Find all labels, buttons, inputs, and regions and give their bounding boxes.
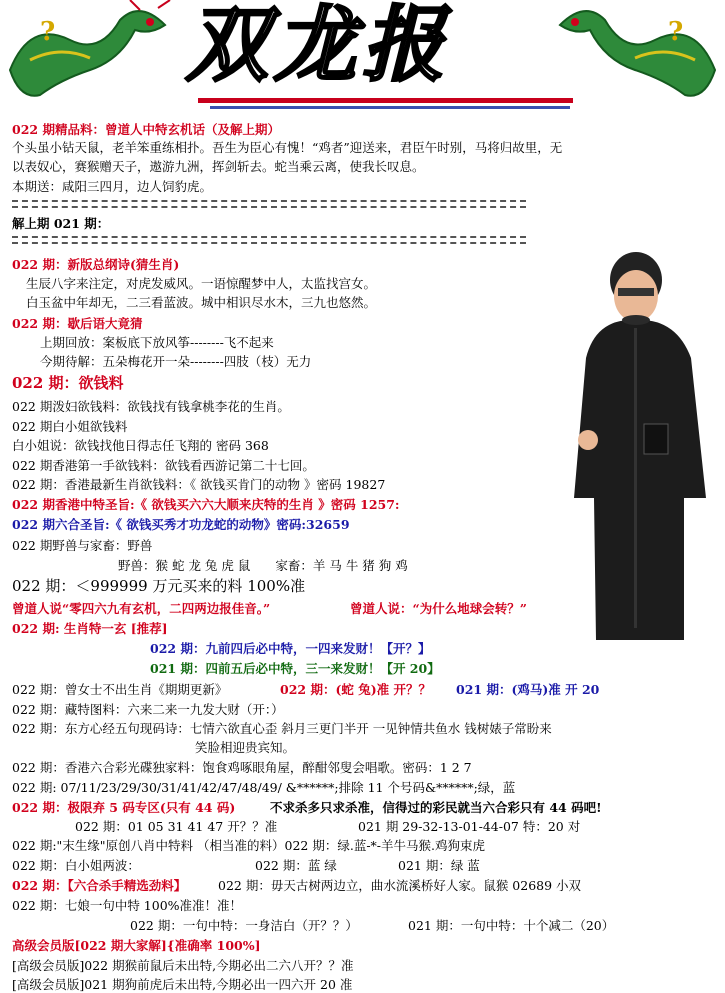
text-line: 022 期: 07/11/23/29/30/31/41/42/47/48/49/ &******;排除 11 个号码&******;绿，蓝 [12, 780, 516, 795]
saying-a: 曾道人说“零四六九有玄机，二四两边报佳音。” [12, 601, 271, 616]
poem-line: 白玉盆中年却无，二三看蓝波。城中相识尽水木，三九也悠然。 [26, 295, 377, 310]
left-dragon-icon [0, 0, 180, 110]
text-line: 022 期：白小姐两波： [12, 858, 140, 873]
text-line: 022 期：毋天古树两边立，曲水流溪桥好人家。鼠猴 02689 小双 [218, 878, 582, 893]
riddle-line: 上期回放：案板底下放风筝--------飞不起来 [40, 335, 274, 350]
divider [12, 200, 526, 208]
text-line: 022 期：东方心经五句现码诗：七情六欲直心歪 斜月三更门半开 一见钟情共鱼水 钱树婊子常盼来 [12, 721, 552, 736]
text-line: 022 期香港中特圣旨:《 欲钱买六六大顺来庆特的生肖 》密码 1257: [12, 497, 400, 512]
divider [12, 236, 526, 244]
section-heading: 022 期: 生肖特一玄 [推荐] [12, 621, 168, 636]
person-figure [566, 248, 716, 640]
right-dragon-icon [548, 0, 725, 110]
text-line: 022 期：一句中特：一身洁白（开？？） [130, 918, 358, 933]
text-line: 022 期六合圣旨:《 欲钱买秀才功龙蛇的动物》密码:32659 [12, 517, 350, 532]
masthead-rule [198, 98, 573, 103]
section-heading: 高级会员版[022 期大家解]{准确率 100%] [12, 938, 261, 953]
text-line: 022 期：九前四后必中特，一四来发财！【开？】 [150, 641, 431, 656]
poem-line: 个头虽小钻天鼠，老羊笨重练相扑。吾生为臣心有愧！“鸡者”迎送来，君臣午时别，马将归故里，无 [12, 140, 563, 155]
text-line: 021 期：一句中特：十个减二（20） [408, 918, 615, 933]
text-line: 022 期：蓝 绿 [255, 858, 337, 873]
text-line: [高级会员版]021 期狗前虎后未出特,今期必出一四六开 20 准 [12, 977, 353, 992]
text-line: 022 期：七娘一句中特 100%准准！准！ [12, 898, 243, 913]
saying-b: 曾道人说：“为什么地球会转？” [350, 601, 527, 616]
poem-line: 生辰八字来注定，对虎发威风。一语惊醒梦中人，太监找宫女。 [26, 276, 377, 291]
poem-line: 以表奴心，赛猴赠天子，遨游九洲，挥剑斩去。蛇当乘云离，使我长叹息。 [12, 159, 425, 174]
text-line: 022 期：香港最新生肖欲钱料：《 欲钱买肯门的动物 》密码 19827 [12, 477, 386, 492]
section-heading: 022 期：欲钱料 [12, 374, 124, 392]
masthead-rule [210, 106, 570, 109]
svg-text:?: ? [668, 17, 684, 47]
text-line: 白小姐说：欲钱找他日得志任飞翔的 密码 368 [12, 438, 269, 453]
masthead [0, 0, 725, 118]
text-line: 不求杀多只求杀准，信得过的彩民就当六合彩只有 44 码吧! [270, 800, 602, 815]
text-line: 022 期：曾女士不出生肖《期期更新》 [12, 682, 228, 697]
text-line: 022 期香港第一手欲钱料：欲钱看西游记第二十七回。 [12, 458, 315, 473]
text-line: 笑脸相迎贵宾知。 [195, 740, 296, 755]
section-heading: 022 期：新版总纲诗(猜生肖) [12, 257, 180, 272]
text-line: 022 期：藏特图料：六来二来一九发大财（开：） [12, 702, 284, 717]
text-line: 022 期野兽与家畜：野兽 [12, 538, 153, 553]
text-line: 022 期：香港六合彩光碟独家料：饱食鸡啄眼角屋，醉酣邻叟会唱歌。密码：1 2 7 [12, 760, 472, 775]
text-line: 野兽：猴 蛇 龙 兔 虎 鼠 家畜：羊 马 牛 猪 狗 鸡 [118, 558, 408, 573]
masthead-title: 双龙报 [186, 0, 450, 93]
text-line: 022 期：01 05 31 41 47 开？？准 [75, 819, 278, 834]
section-heading: 022 期精品料：曾道人中特玄机话（及解上期） [12, 122, 280, 137]
section-heading: 022 期：歇后语大竟猜 [12, 316, 143, 331]
solve-prev: 解上期 021 期： [12, 216, 110, 231]
text-line: 021 期：绿 蓝 [398, 858, 480, 873]
text-line: 022 期:"末生缘"原创八肖中特料 （相当准的料）022 期：绿.蓝-*-羊牛马猴.鸡狗束虎 [12, 838, 485, 853]
riddle-line: 今期待解：五朵梅花开一朵--------四肢（枝）无力 [40, 354, 312, 369]
text-line: 021 期：(鸡马)准 开 20 [456, 682, 600, 697]
svg-text:?: ? [40, 17, 56, 47]
text-line: 022 期：极限弃 5 码专区(只有 44 码) [12, 800, 236, 815]
text-line: 022 期：(蛇 兔)准 开？？ [280, 682, 431, 697]
text-line: 022 期泼妇欲钱料：欲钱找有钱拿桃李花的生肖。 [12, 399, 290, 414]
text-line: 021 期：四前五后必中特，三一来发财！【开 20】 [150, 661, 440, 676]
text-line: 022 期：＜999999 万元买来的料 100%准 [12, 577, 306, 595]
text-line: 022 期：【六合杀手精选劲料】 [12, 878, 187, 893]
poem-line: 本期送：咸阳三四月，边人饲豹虎。 [12, 179, 213, 194]
text-line: [高级会员版]022 期猴前鼠后未出特,今期必出二六八开？？准 [12, 958, 354, 973]
text-line: 022 期白小姐欲钱料 [12, 419, 128, 434]
text-line: 021 期 29-32-13-01-44-07 特：20 对 [358, 819, 581, 834]
